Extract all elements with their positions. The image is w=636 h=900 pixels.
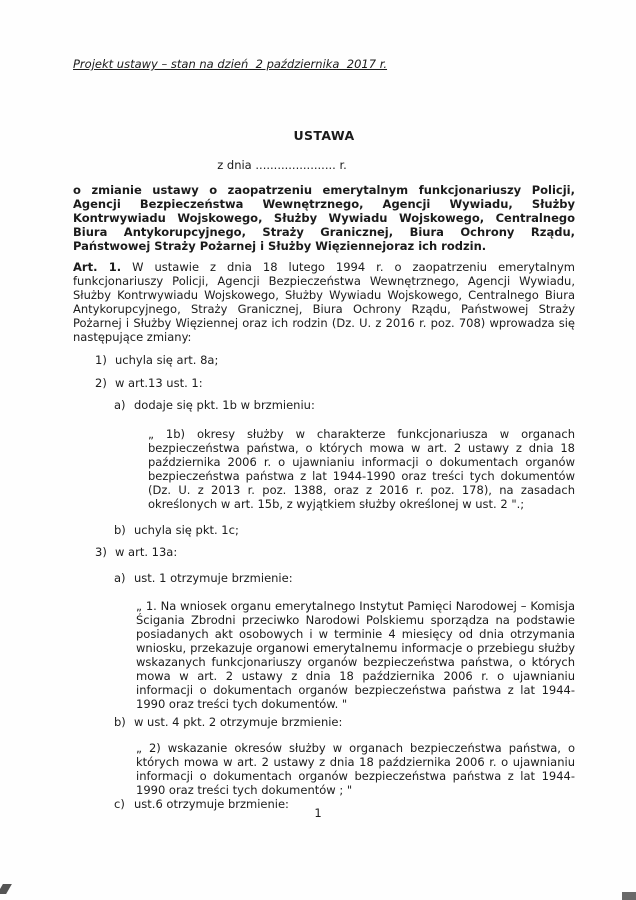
list-marker: a) xyxy=(114,398,126,412)
list-item-text: uchyla się pkt. 1c; xyxy=(134,523,239,537)
amendment-item-3a xyxy=(114,571,575,585)
amendment-item-1 xyxy=(95,353,575,367)
article-1-label: Art. 1. xyxy=(73,260,122,274)
amendment-item-2 xyxy=(95,376,575,390)
quoted-provision-1b: „ 1b) okresy służby w charakterze funkcjonariusza w organach bezpieczeństwa państwa, o których mowa w art. 2 ustawy z dnia 18 października 2006 r. o ujawnianiu informacji o dokumentach organów bezpieczeństwa państwa z lat 1944-1990 oraz treści tych dokumentów (Dz. U. z 2013 r. poz. 1388, oraz z 2016 r. poz. 178), na zasadach określonych w art. 15b, z wyjątkiem służby określonej w ust. 2 ".; xyxy=(148,427,575,511)
list-marker: b) xyxy=(114,523,126,537)
list-marker: c) xyxy=(114,797,125,811)
amendment-item-2a xyxy=(114,398,575,412)
amendment-item-2b xyxy=(114,523,575,537)
amendment-item-3b xyxy=(114,715,575,729)
list-item-text: uchyla się art. 8a; xyxy=(115,353,219,367)
draft-status-header: Projekt ustawy – stan na dzień 2 października 2017 r. xyxy=(73,57,388,71)
quoted-provision-ust1: „ 1. Na wniosek organu emerytalnego Instytut Pamięci Narodowej – Komisja Ścigania Zbrodni przeciwko Narodowi Polskiemu sporządza na podstawie posiadanych akt osobowych i w terminie 4 miesięcy od dnia otrzymania wniosku, przekazuje organowi emerytalnemu informacje o przebiegu służby wskazanych funkcjonariuszy organów bezpieczeństwa państwa, o których mowa w art. 2 ustawy z dnia 18 października 2006 r. o ujawnianiu informacji o dokumentach organów bezpieczeństwa państwa z lat 1944-1990 oraz treści tych dokumentów. " xyxy=(136,599,575,711)
list-marker: a) xyxy=(114,571,126,585)
list-marker: 2) xyxy=(95,376,107,390)
list-item-text: dodaje się pkt. 1b w brzmieniu: xyxy=(134,398,315,412)
article-1-text: W ustawie z dnia 18 lutego 1994 r. o zaopatrzeniu emerytalnym funkcjonariuszy Policji, Agencji Bezpieczeństwa Wewnętrznego, Agencji Wywiadu, Służby Kontrwywiadu Wojskowego, Służby Wywiadu Wojskowego, Centralnego Biura Antykorupcyjnego, Straży Granicznej, Biura Ochrony Rządu, Państwowej Straży Pożarnej i Służby Więziennej oraz ich rodzin (Dz. U. z 2016 r. poz. 708) wprowadza się następujące zmiany: xyxy=(73,260,576,344)
list-marker: 3) xyxy=(95,545,107,559)
list-item-text: ust.6 otrzymuje brzmienie: xyxy=(134,797,289,811)
list-item-text: w art. 13a: xyxy=(115,545,178,559)
scan-artifact xyxy=(0,884,12,894)
list-item-text: w ust. 4 pkt. 2 otrzymuje brzmienie: xyxy=(134,715,343,729)
quoted-provision-pkt2: „ 2) wskazanie okresów służby w organach bezpieczeństwa państwa, o których mowa w art. 2 ustawy z dnia 18 października 2006 r. o ujawnianiu informacji o dokumentach organów bezpieczeństwa państwa z lat 1944-1990 oraz treści tych dokumentów ; " xyxy=(136,741,575,797)
document-title: USTAWA xyxy=(293,128,355,143)
amendment-item-3 xyxy=(95,545,575,559)
list-marker: b) xyxy=(114,715,126,729)
date-placeholder-line: z dnia ...................... r. xyxy=(217,158,347,172)
scan-artifact xyxy=(622,892,636,900)
act-subject-paragraph: o zmianie ustawy o zaopatrzeniu emerytalnym funkcjonariuszy Policji, Agencji Bezpieczeństwa Wewnętrznego, Agencji Wywiadu, Służby Kontrwywiadu Wojskowego, Służby Wywiadu Wojskowego, Centralnego Biura Antykorupcyjnego, Straży Granicznej, Biura Ochrony Rządu, Państwowej Straży Pożarnej i Służby Więziennejoraz ich rodzin. xyxy=(73,183,575,253)
list-marker: 1) xyxy=(95,353,107,367)
page-number: 1 xyxy=(314,806,322,820)
list-item-text: w art.13 ust. 1: xyxy=(115,376,203,390)
article-1-paragraph xyxy=(73,260,575,344)
list-item-text: ust. 1 otrzymuje brzmienie: xyxy=(134,571,293,585)
